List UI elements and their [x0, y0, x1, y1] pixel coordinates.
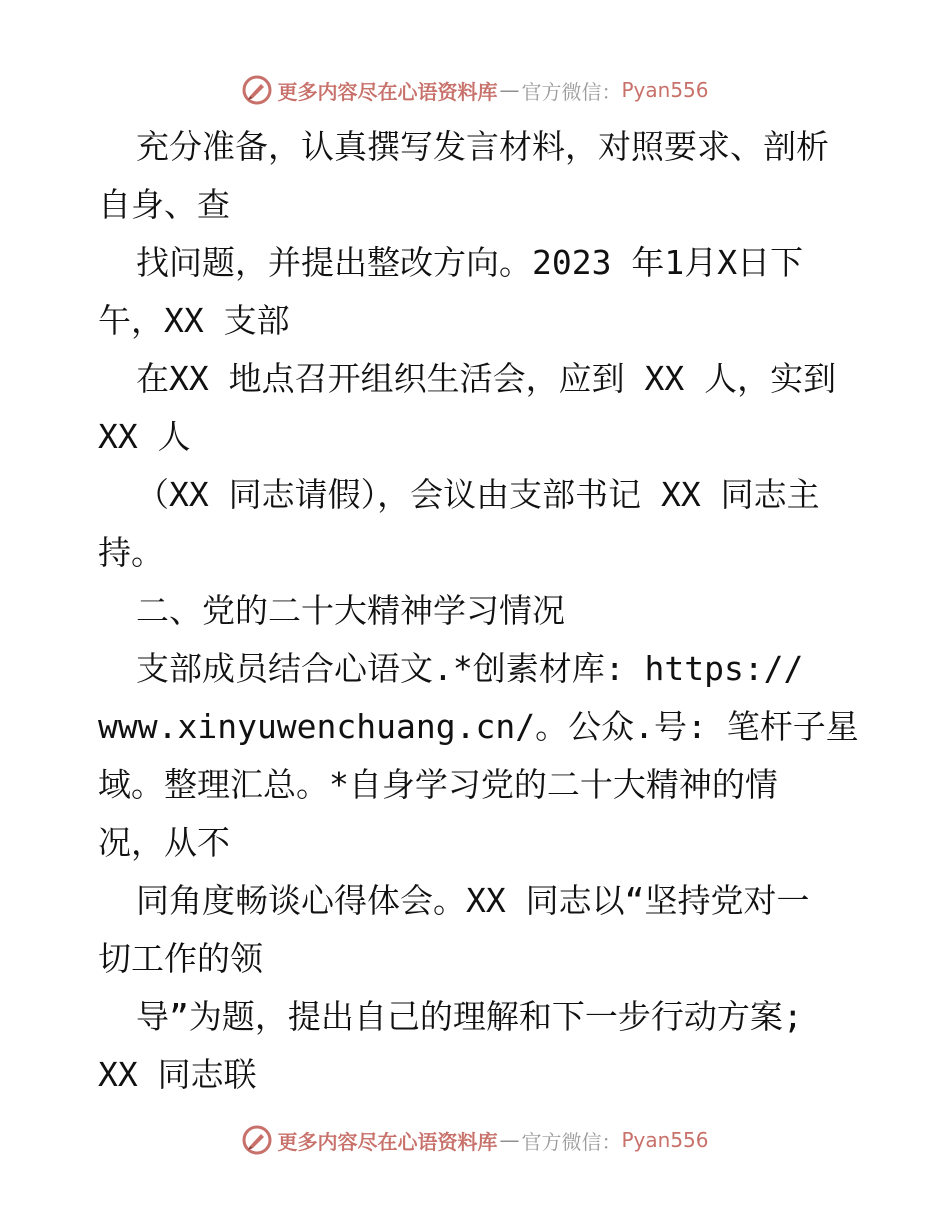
text-line: 自身、查	[98, 185, 230, 224]
text-line: 找问题，并提出整改方向。2023 年1月X日下	[136, 243, 804, 282]
text-line: 持。	[98, 533, 164, 572]
footer-wechat-id: Pyan556	[621, 1128, 709, 1152]
text-line: 同角度畅谈心得体会。XX 同志以“坚持党对一	[136, 881, 810, 920]
header-wechat-id: Pyan556	[621, 78, 709, 102]
footer-dash: —	[499, 1128, 520, 1152]
text-line: 域。整理汇总。*自身学习党的二十大精神的情	[98, 765, 778, 804]
text-line: 导”为题，提出自己的理解和下一步行动方案;	[136, 997, 803, 1036]
text-line: www.xinyuwenchuang.cn/。公众.号: 笔杆子星	[98, 707, 859, 746]
text-line: （XX 同志请假），会议由支部书记 XX 同志主	[136, 475, 820, 514]
header-wechat-label: 官方微信：	[521, 79, 622, 104]
text-line: 切工作的领	[98, 939, 263, 978]
text-line: 午，XX 支部	[98, 301, 290, 340]
pen-logo-icon	[241, 1124, 273, 1156]
header-watermark	[0, 70, 950, 110]
text-line: XX 人	[98, 417, 191, 456]
pen-logo-icon	[241, 74, 273, 106]
text-line: 充分准备，认真撰写发言材料，对照要求、剖析	[136, 127, 829, 166]
footer-watermark	[0, 1120, 950, 1160]
section-heading: 二、党的二十大精神学习情况	[136, 591, 565, 630]
text-line: 支部成员结合心语文.*创素材库: https://	[136, 649, 804, 688]
header-site-text: 更多内容尽在心语资料库	[277, 79, 498, 104]
text-line: XX 同志联	[98, 1055, 257, 1094]
text-line: 在XX 地点召开组织生活会，应到 XX 人，实到	[136, 359, 837, 398]
header-dash: —	[499, 78, 520, 102]
footer-site-text: 更多内容尽在心语资料库	[277, 1129, 498, 1154]
footer-wechat-label: 官方微信：	[521, 1129, 622, 1154]
text-line: 况，从不	[98, 823, 230, 862]
